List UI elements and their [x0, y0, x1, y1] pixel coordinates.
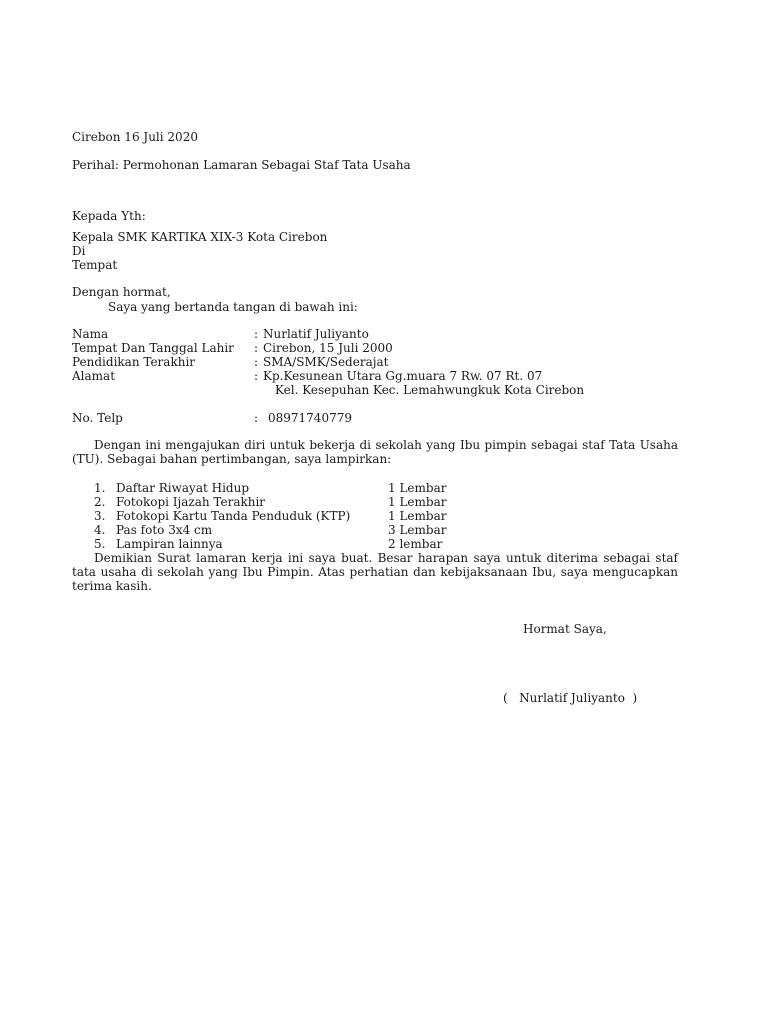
list-qty: 1 Lembar	[388, 509, 447, 523]
list-text: Pas foto 3x4 cm	[116, 523, 213, 537]
greeting: Dengan hormat,	[72, 285, 171, 299]
identity-colon: :	[254, 327, 259, 341]
closing-paragraph: Demikian Surat lamaran kerja ini saya buat. Besar harapan saya untuk diterima sebagai staf tata usaha di sekolah yang Ibu Pimpin. Atas perhatian dan kebijaksanaan Ibu, saya mengucapkan terima kasih.	[72, 551, 678, 593]
list-qty: 1 Lembar	[388, 481, 447, 495]
identity-label: Alamat	[72, 369, 116, 383]
recipient-name: Kepala SMK KARTIKA XIX-3 Kota Cirebon	[72, 230, 328, 244]
identity-colon: :	[254, 341, 259, 355]
identity-colon: :	[254, 411, 259, 425]
list-number: 3.	[94, 509, 106, 523]
intro-line: Saya yang bertanda tangan di bawah ini:	[108, 300, 358, 314]
recipient-di: Di	[72, 244, 86, 258]
list-text: Fotokopi Ijazah Terakhir	[116, 495, 266, 509]
list-number: 2.	[94, 495, 106, 509]
list-text: Fotokopi Kartu Tanda Penduduk (KTP)	[116, 509, 351, 523]
identity-label: No. Telp	[72, 411, 123, 425]
identity-value: SMA/SMK/Sederajat	[263, 355, 389, 369]
recipient-place: Tempat	[72, 258, 118, 272]
letter-date: Cirebon 16 Juli 2020	[72, 130, 198, 144]
list-number: 1.	[94, 481, 106, 495]
identity-value-line2: Kel. Kesepuhan Kec. Lemahwungkuk Kota Cirebon	[275, 383, 585, 397]
list-text: Daftar Riwayat Hidup	[116, 481, 250, 495]
identity-label: Nama	[72, 327, 109, 341]
signoff: Hormat Saya,	[523, 622, 607, 636]
identity-colon: :	[254, 355, 259, 369]
signature-name: ( Nurlatif Juliyanto )	[503, 691, 638, 705]
body-paragraph: Dengan ini mengajukan diri untuk bekerja di sekolah yang Ibu pimpin sebagai staf Tata Usaha (TU). Sebagai bahan pertimbangan, saya lampirkan:	[72, 438, 678, 466]
identity-value: 08971740779	[268, 411, 352, 425]
identity-colon: :	[254, 369, 259, 383]
identity-value: Nurlatif Juliyanto	[263, 327, 369, 341]
identity-label: Tempat Dan Tanggal Lahir	[72, 341, 234, 355]
letter-subject: Perihal: Permohonan Lamaran Sebagai Staf Tata Usaha	[72, 158, 411, 172]
recipient-to: Kepada Yth:	[72, 209, 146, 223]
identity-label: Pendidikan Terakhir	[72, 355, 196, 369]
list-qty: 3 Lembar	[388, 523, 447, 537]
list-number: 4.	[94, 523, 106, 537]
list-qty: 1 Lembar	[388, 495, 447, 509]
list-text: Lampiran lainnya	[116, 537, 223, 551]
list-qty: 2 lembar	[388, 537, 443, 551]
identity-value: Kp.Kesunean Utara Gg.muara 7 Rw. 07 Rt. 07	[263, 369, 543, 383]
identity-value: Cirebon, 15 Juli 2000	[263, 341, 393, 355]
list-number: 5.	[94, 537, 106, 551]
